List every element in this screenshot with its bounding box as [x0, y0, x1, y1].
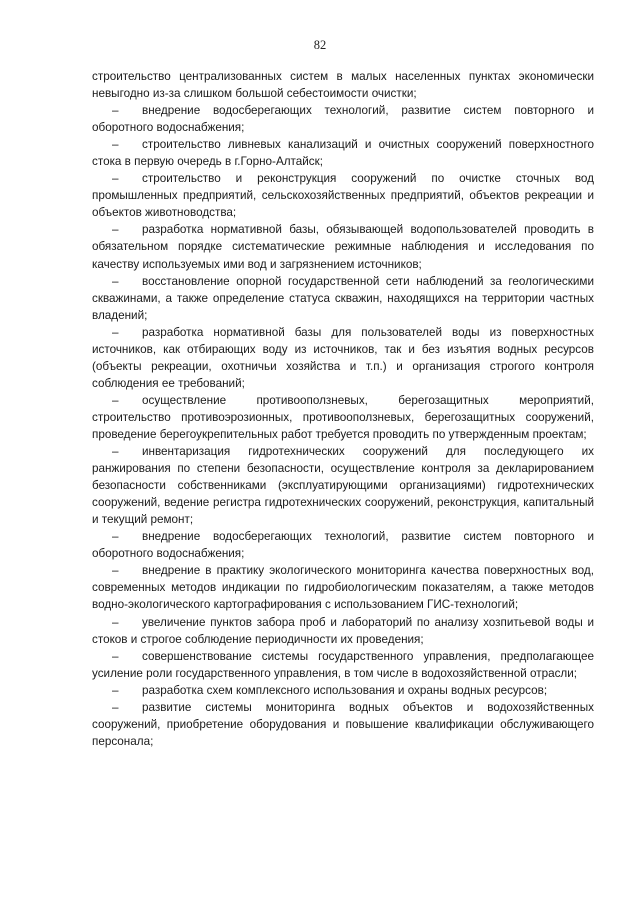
list-item-text: осуществление противооползневых, берегозащитных мероприятий, строительство противоэрозионных, противооползневых, берегозащитных сооружений, проведение берегоукрепительных работ требуется проводить по утвержденным проектам;: [92, 393, 594, 441]
list-item-text: восстановление опорной государственной сети наблюдений за геологическими скважинами, а также определение статуса скважин, находящихся на территории частных владений;: [92, 274, 594, 322]
list-item: [92, 614, 594, 648]
list-item: [92, 699, 594, 750]
list-item: [92, 102, 594, 136]
dash-bullet: –: [112, 564, 119, 578]
dash-bullet: –: [112, 445, 119, 459]
dash-bullet: –: [112, 172, 119, 186]
dash-bullet: –: [112, 104, 119, 118]
dash-bullet: –: [112, 393, 119, 407]
body-text: [92, 68, 594, 750]
dash-bullet: –: [112, 325, 119, 339]
page-number: 82: [313, 38, 327, 52]
list-item-text: разработка нормативной базы, обязывающей водопользователей проводить в обязательном порядке систематические режимные наблюдения и исследования по качеству используемых ими вод и загрязнением источников;: [92, 223, 594, 271]
list-item-text: строительство ливневых канализаций и очистных сооружений поверхностного стока в первую очередь в г.Горно-Алтайск;: [92, 138, 594, 169]
dash-bullet: –: [112, 615, 119, 629]
dash-bullet: –: [112, 530, 119, 544]
list-item: [92, 221, 594, 272]
list-item-text: строительство и реконструкция сооружений по очистке сточных вод промышленных предприятий, сельскохозяйственных предприятий, объектов рекреации и объектов животноводства;: [92, 172, 594, 220]
list-item: [92, 273, 594, 324]
list-item: [92, 170, 594, 221]
dash-bullet: –: [112, 683, 119, 697]
paragraph: [92, 68, 594, 102]
list-item-text: инвентаризация гидротехнических сооружений для последующего их ранжирования по степени безопасности, осуществление контроля за декларированием безопасности собственниками (эксплуатирующими организациями) гидротехнических сооружений, ведение регистра гидротехнических сооружений, реконструкция, капитальный и текущий ремонт;: [92, 445, 594, 527]
dash-bullet: –: [112, 138, 119, 152]
list-item: [92, 136, 594, 170]
list-item: [92, 682, 594, 699]
list-item-text: разработка нормативной базы для пользователей воды из поверхностных источников, как отбирающих воду из источников, так и без изъятия водных ресурсов (объекты рекреации, охотничьи хозяйства и т.п.) и организация строгого контроля соблюдения ее требований;: [92, 325, 594, 390]
list-item: [92, 648, 594, 682]
list-item: [92, 443, 594, 528]
dash-bullet: –: [112, 274, 119, 288]
list-item-text: совершенствование системы государственного управления, предполагающее усиление роли государственного управления, в том числе в водохозяйственной отрасли;: [92, 649, 594, 680]
list-item-text: внедрение в практику экологического мониторинга качества поверхностных вод, современных методов индикации по гидробиологическим показателям, а также методов водно-экологического картографирования с использованием ГИС-технологий;: [92, 564, 594, 612]
dash-bullet: –: [112, 700, 119, 714]
paragraph-text: строительство централизованных систем в малых населенных пунктах экономически невыгодно из-за слишком большой себестоимости очистки;: [92, 70, 594, 101]
list-item-text: разработка схем комплексного использования и охраны водных ресурсов;: [142, 683, 548, 697]
list-item-text: увеличение пунктов забора проб и лабораторий по анализу хозпитьевой воды и стоков и строгое соблюдение периодичности их проведения;: [92, 615, 594, 646]
list-item-text: развитие системы мониторинга водных объектов и водохозяйственных сооружений, приобретение оборудования и повышение квалификации обслуживающего персонала;: [92, 700, 594, 748]
list-item: [92, 324, 594, 392]
dash-bullet: –: [112, 649, 119, 663]
list-item-text: внедрение водосберегающих технологий, развитие систем повторного и оборотного водоснабжения;: [92, 530, 594, 561]
list-item: [92, 562, 594, 613]
list-item: [92, 528, 594, 562]
list-item-text: внедрение водосберегающих технологий, развитие систем повторного и оборотного водоснабжения;: [92, 104, 594, 135]
list-item: [92, 392, 594, 443]
dash-bullet: –: [112, 223, 119, 237]
